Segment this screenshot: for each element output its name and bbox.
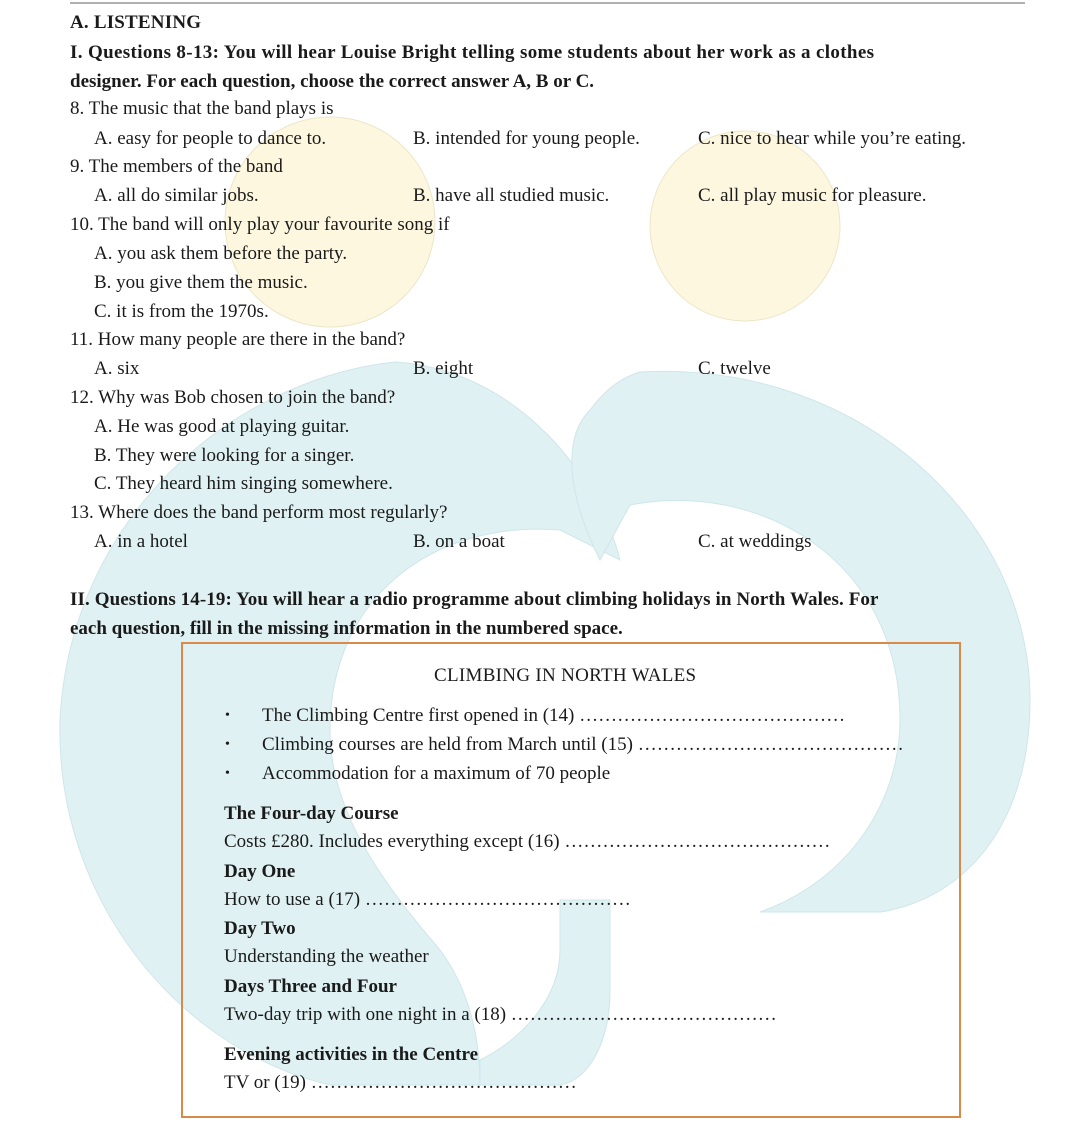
part1-instruction-line1: I. Questions 8-13: You will hear Louise Bright telling some students about her work as a clothes <box>70 42 875 63</box>
question-9-stem: 9. The members of the band <box>70 156 283 177</box>
question-13-option-c[interactable]: C. at weddings <box>698 531 812 552</box>
question-13-option-b[interactable]: B. on a boat <box>413 531 505 552</box>
days-three-four-text: Two-day trip with one night in a (18) <box>224 1004 507 1025</box>
part2-instruction-line1: II. Questions 14-19: You will hear a radio programme about climbing holidays in North Wales. For <box>70 589 879 610</box>
day-one-text: How to use a (17) <box>224 889 361 910</box>
question-12-stem: 12. Why was Bob chosen to join the band? <box>70 387 396 408</box>
answer-17-blank[interactable]: …………………………………… <box>364 889 631 910</box>
question-12-option-a[interactable]: A. He was good at playing guitar. <box>94 416 350 437</box>
bullet-2-label: Climbing courses are held from March until (15) <box>262 734 633 755</box>
day-one-heading: Day One <box>224 861 296 882</box>
bullet-1-marker: • <box>225 708 230 723</box>
question-13-option-a[interactable]: A. in a hotel <box>94 531 188 552</box>
bullet-3-marker: • <box>225 766 230 781</box>
question-8-option-b[interactable]: B. intended for young people. <box>413 128 640 149</box>
course-text: Costs £280. Includes everything except (16) <box>224 831 560 852</box>
question-12-option-c[interactable]: C. They heard him singing somewhere. <box>94 473 393 494</box>
evening-line <box>224 1071 577 1095</box>
day-two-text: Understanding the weather <box>224 946 429 967</box>
day-two-heading: Day Two <box>224 918 296 939</box>
question-8-option-c[interactable]: C. nice to hear while you’re eating. <box>698 128 967 149</box>
bullet-1-label: The Climbing Centre first opened in (14) <box>262 705 575 726</box>
course-heading: The Four-day Course <box>224 803 399 824</box>
course-text-line <box>224 830 830 854</box>
question-11-option-c[interactable]: C. twelve <box>698 358 771 379</box>
question-8-stem: 8. The music that the band plays is <box>70 98 334 119</box>
question-11-option-a[interactable]: A. six <box>94 358 140 379</box>
question-10-option-a[interactable]: A. you ask them before the party. <box>94 243 348 264</box>
answer-19-blank[interactable]: …………………………………… <box>310 1072 577 1093</box>
answer-16-blank[interactable]: …………………………………… <box>564 831 831 852</box>
question-10-option-b[interactable]: B. you give them the music. <box>94 272 308 293</box>
answer-15-blank[interactable]: …………………………………… <box>637 734 904 755</box>
box-title: CLIMBING IN NORTH WALES <box>434 665 697 686</box>
part2-instruction-line2: each question, fill in the missing information in the numbered space. <box>70 618 623 639</box>
question-9-option-c[interactable]: C. all play music for pleasure. <box>698 185 927 206</box>
question-13-stem: 13. Where does the band perform most regularly? <box>70 502 448 523</box>
question-9-option-a[interactable]: A. all do similar jobs. <box>94 185 259 206</box>
section-title: A. LISTENING <box>70 12 202 33</box>
top-rule <box>70 2 1025 4</box>
question-10-stem: 10. The band will only play your favourite song if <box>70 214 450 235</box>
days-three-four-line <box>224 1003 777 1027</box>
day-one-line <box>224 888 631 912</box>
answer-14-blank[interactable]: …………………………………… <box>579 705 846 726</box>
question-11-option-b[interactable]: B. eight <box>413 358 474 379</box>
bullet-3-text: Accommodation for a maximum of 70 people <box>262 763 611 784</box>
question-11-stem: 11. How many people are there in the band? <box>70 329 406 350</box>
question-8-option-a[interactable]: A. easy for people to dance to. <box>94 128 327 149</box>
evening-text: TV or (19) <box>224 1072 306 1093</box>
question-9-option-b[interactable]: B. have all studied music. <box>413 185 610 206</box>
question-10-option-c[interactable]: C. it is from the 1970s. <box>94 301 269 322</box>
answer-18-blank[interactable]: …………………………………… <box>510 1004 777 1025</box>
bullet-2-text <box>262 733 904 757</box>
bullet-1-text <box>262 704 845 728</box>
part1-instruction-line2: designer. For each question, choose the correct answer A, B or C. <box>70 71 595 92</box>
days-three-four-heading: Days Three and Four <box>224 976 397 997</box>
evening-heading: Evening activities in the Centre <box>224 1044 479 1065</box>
bullet-2-marker: • <box>225 737 230 752</box>
question-12-option-b[interactable]: B. They were looking for a singer. <box>94 445 355 466</box>
